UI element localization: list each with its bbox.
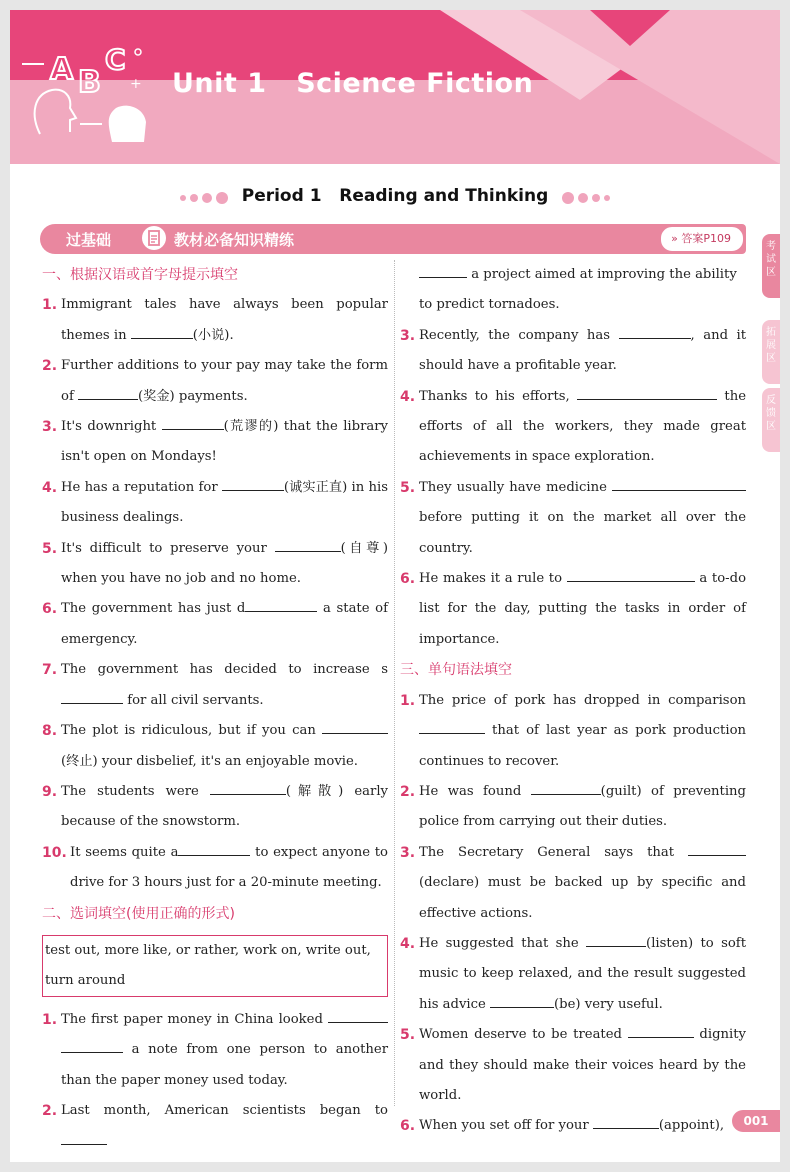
exercise-item — [400, 382, 746, 473]
item-text: He suggested that she — [419, 935, 587, 951]
side-tab-extend[interactable]: 拓展区 — [762, 320, 780, 384]
item-text: dignity and they should make their voices heard by the world. — [419, 1027, 746, 1103]
right-dots-icon — [560, 187, 612, 206]
item-number: 6. — [42, 601, 58, 618]
item-text: that of last year as pork production continues to recover. — [419, 723, 746, 769]
unit-title: Unit 1 Science Fiction — [172, 68, 534, 99]
item-text: the efforts of all the workers, they made great achievements in space exploration. — [419, 388, 746, 465]
section-heading-3: 三、单句语法填空 — [400, 662, 512, 679]
answer-blank[interactable] — [131, 324, 193, 339]
unit-banner — [10, 10, 780, 164]
item-text: (小说). — [192, 327, 234, 343]
answer-blank[interactable] — [688, 841, 746, 856]
item-text: (终止) your disbelief, it's an enjoyable movie. — [61, 753, 358, 769]
item-number: 4. — [400, 388, 416, 405]
exercise-item — [42, 412, 388, 473]
answer-blank[interactable] — [419, 719, 485, 734]
item-text: to expect anyone to drive for 3 hours just for a 20-minute meeting. — [70, 844, 388, 891]
exercise-item — [400, 838, 746, 929]
item-text: The price of pork has dropped in comparison — [419, 692, 746, 708]
item-text: (listen) to soft music to keep relaxed, and the result suggested his advice — [419, 935, 746, 1012]
item-text: (自尊) when you have no job and no home. — [61, 540, 388, 587]
item-number: 10. — [42, 844, 67, 861]
item-text: He has a reputation for — [61, 479, 222, 495]
answer-blank[interactable] — [162, 415, 224, 430]
item-text: a state of emergency. — [61, 601, 388, 647]
item-text: Further additions to your pay may take the form of — [61, 358, 388, 404]
item-number: 3. — [400, 844, 416, 861]
exercise-item — [400, 1111, 746, 1141]
item-text: for all civil servants. — [123, 692, 264, 708]
exercise-item — [42, 473, 388, 534]
exercise-item — [400, 564, 746, 655]
exercise-continuation — [400, 260, 746, 321]
item-text: The students were — [61, 783, 210, 799]
word-bank: test out, more like, or rather, work on, write out, turn around — [42, 935, 388, 997]
item-number: 1. — [400, 692, 416, 709]
item-text: a to-do list for the day, putting the tasks in order of importance. — [419, 571, 747, 647]
period-heading — [10, 186, 780, 212]
item-text: (奖金) payments. — [138, 388, 248, 404]
answer-blank[interactable] — [178, 841, 250, 856]
item-number: 2. — [400, 783, 416, 800]
exercise-item — [42, 290, 388, 351]
right-column — [400, 260, 746, 1142]
exercise-item — [42, 1005, 388, 1096]
section-bar-subtitle: 教材必备知识精练 — [174, 231, 295, 249]
item-text: It's difficult to preserve your — [61, 540, 275, 556]
answer-page: 答案P109 — [681, 232, 731, 245]
exercise-item — [400, 321, 746, 382]
section-heading-1: 一、根据汉语或首字母提示填空 — [42, 267, 238, 283]
answer-blank[interactable] — [628, 1023, 694, 1038]
item-number: 4. — [42, 479, 58, 496]
exercise-item — [42, 351, 388, 412]
answer-blank[interactable] — [567, 567, 695, 582]
item-number: 1. — [42, 1011, 58, 1028]
item-text: (诚实正直) in his business dealings. — [61, 479, 388, 526]
answer-blank[interactable] — [586, 932, 646, 947]
exercise-item — [400, 1020, 746, 1111]
left-column — [42, 260, 388, 1157]
page-number: 001 — [732, 1110, 780, 1132]
item-text: Recently, the company has — [419, 327, 619, 343]
item-text: Women deserve to be treated — [419, 1027, 628, 1043]
answer-blank[interactable] — [577, 385, 717, 400]
answer-blank[interactable] — [619, 324, 691, 339]
exercise-item — [42, 1096, 388, 1157]
item-text: (declare) must be backed up by specific and effective actions. — [419, 875, 746, 921]
answer-link[interactable] — [660, 226, 744, 252]
exercise-item — [42, 594, 388, 655]
exercise-item — [400, 686, 746, 777]
item-text: The plot is ridiculous, but if you can — [61, 723, 322, 739]
clipboard-icon — [142, 226, 166, 250]
item-text: (解散) early because of the snowstorm. — [61, 783, 388, 830]
item-text: He was found — [419, 783, 531, 799]
item-text: a project aimed at improving the ability to predict tornadoes. — [419, 267, 737, 313]
item-number: 5. — [400, 479, 416, 496]
item-number: 9. — [42, 783, 58, 800]
item-number: 1. — [42, 297, 58, 314]
item-text: (荒谬的) that the library isn't open on Mondays! — [61, 419, 388, 465]
item-text: It seems quite a — [70, 844, 179, 860]
side-tab-feedback[interactable]: 反馈区 — [762, 388, 780, 452]
answer-blank[interactable] — [531, 780, 601, 795]
exercise-item — [42, 655, 388, 716]
exercise-item — [400, 929, 746, 1020]
item-text: (be) very useful. — [554, 996, 663, 1012]
item-number: 6. — [400, 1118, 416, 1135]
answer-blank[interactable] — [328, 1008, 388, 1023]
exercise-item — [400, 473, 746, 564]
exercise-item — [400, 777, 746, 838]
item-number: 2. — [42, 1103, 58, 1120]
item-text: When you set off for your — [419, 1118, 593, 1134]
item-number: 3. — [400, 327, 416, 344]
answer-blank[interactable] — [322, 719, 388, 734]
item-number: 7. — [42, 662, 58, 679]
section-bar — [40, 224, 746, 254]
exercise-item — [42, 777, 388, 838]
page — [10, 10, 780, 1162]
answer-blank[interactable] — [61, 1130, 107, 1145]
answer-blank[interactable] — [61, 1038, 123, 1053]
period-title: Period 1 Reading and Thinking — [241, 186, 549, 206]
item-number: 5. — [400, 1027, 416, 1044]
abc-head-icon — [20, 24, 150, 144]
section-heading-2: 二、选词填空(使用正确的形式) — [42, 905, 235, 922]
answer-blank[interactable] — [593, 1114, 659, 1129]
answer-blank[interactable] — [490, 993, 554, 1008]
section-bar-label: 过基础 — [66, 231, 112, 249]
item-number: 2. — [42, 358, 58, 375]
svg-text:+: + — [130, 76, 142, 92]
item-text: They usually have medicine — [419, 479, 612, 495]
item-number: 8. — [42, 723, 58, 740]
item-text: (guilt) of preventing police from carrying out their duties. — [419, 783, 746, 830]
exercise-item — [42, 838, 388, 899]
item-text: It's downright — [61, 419, 162, 435]
answer-blank[interactable] — [612, 476, 746, 491]
item-text: , and it should have a profitable year. — [419, 327, 747, 374]
item-text: The government has just d — [61, 601, 246, 617]
answer-blank[interactable] — [275, 537, 341, 552]
exercise-item — [42, 534, 388, 595]
item-text: The first paper money in China looked — [61, 1011, 328, 1027]
double-chevron-icon: » — [671, 232, 682, 245]
answer-blank[interactable] — [419, 263, 467, 278]
item-number: 6. — [400, 571, 416, 588]
item-text: Last month, American scientists began to — [61, 1103, 388, 1119]
item-text: The government has decided to increase s — [61, 662, 388, 678]
item-text: (appoint), — [658, 1118, 725, 1134]
answer-blank[interactable] — [78, 385, 138, 400]
item-number: 5. — [42, 540, 58, 557]
item-number: 4. — [400, 935, 416, 952]
item-number: 3. — [42, 419, 58, 436]
answer-blank[interactable] — [222, 476, 284, 491]
item-text: The Secretary General says that — [419, 844, 688, 860]
item-text: Immigrant tales have always been popular themes in — [61, 297, 388, 343]
item-text: Thanks to his efforts, — [419, 388, 578, 404]
answer-blank[interactable] — [210, 780, 286, 795]
item-text: He makes it a rule to — [419, 571, 567, 587]
svg-text:C: C — [105, 43, 126, 76]
exercise-item — [42, 716, 388, 777]
side-tab-exam[interactable]: 考试区 — [762, 234, 780, 298]
item-text: a note from one person to another than the paper money used today. — [61, 1042, 388, 1088]
svg-text:B: B — [78, 65, 101, 100]
answer-blank[interactable] — [245, 597, 317, 612]
item-text: before putting it on the market all over the country. — [419, 510, 746, 556]
answer-blank[interactable] — [61, 689, 123, 704]
column-divider — [394, 260, 395, 1106]
left-dots-icon — [178, 187, 230, 206]
svg-text:A: A — [50, 52, 74, 87]
